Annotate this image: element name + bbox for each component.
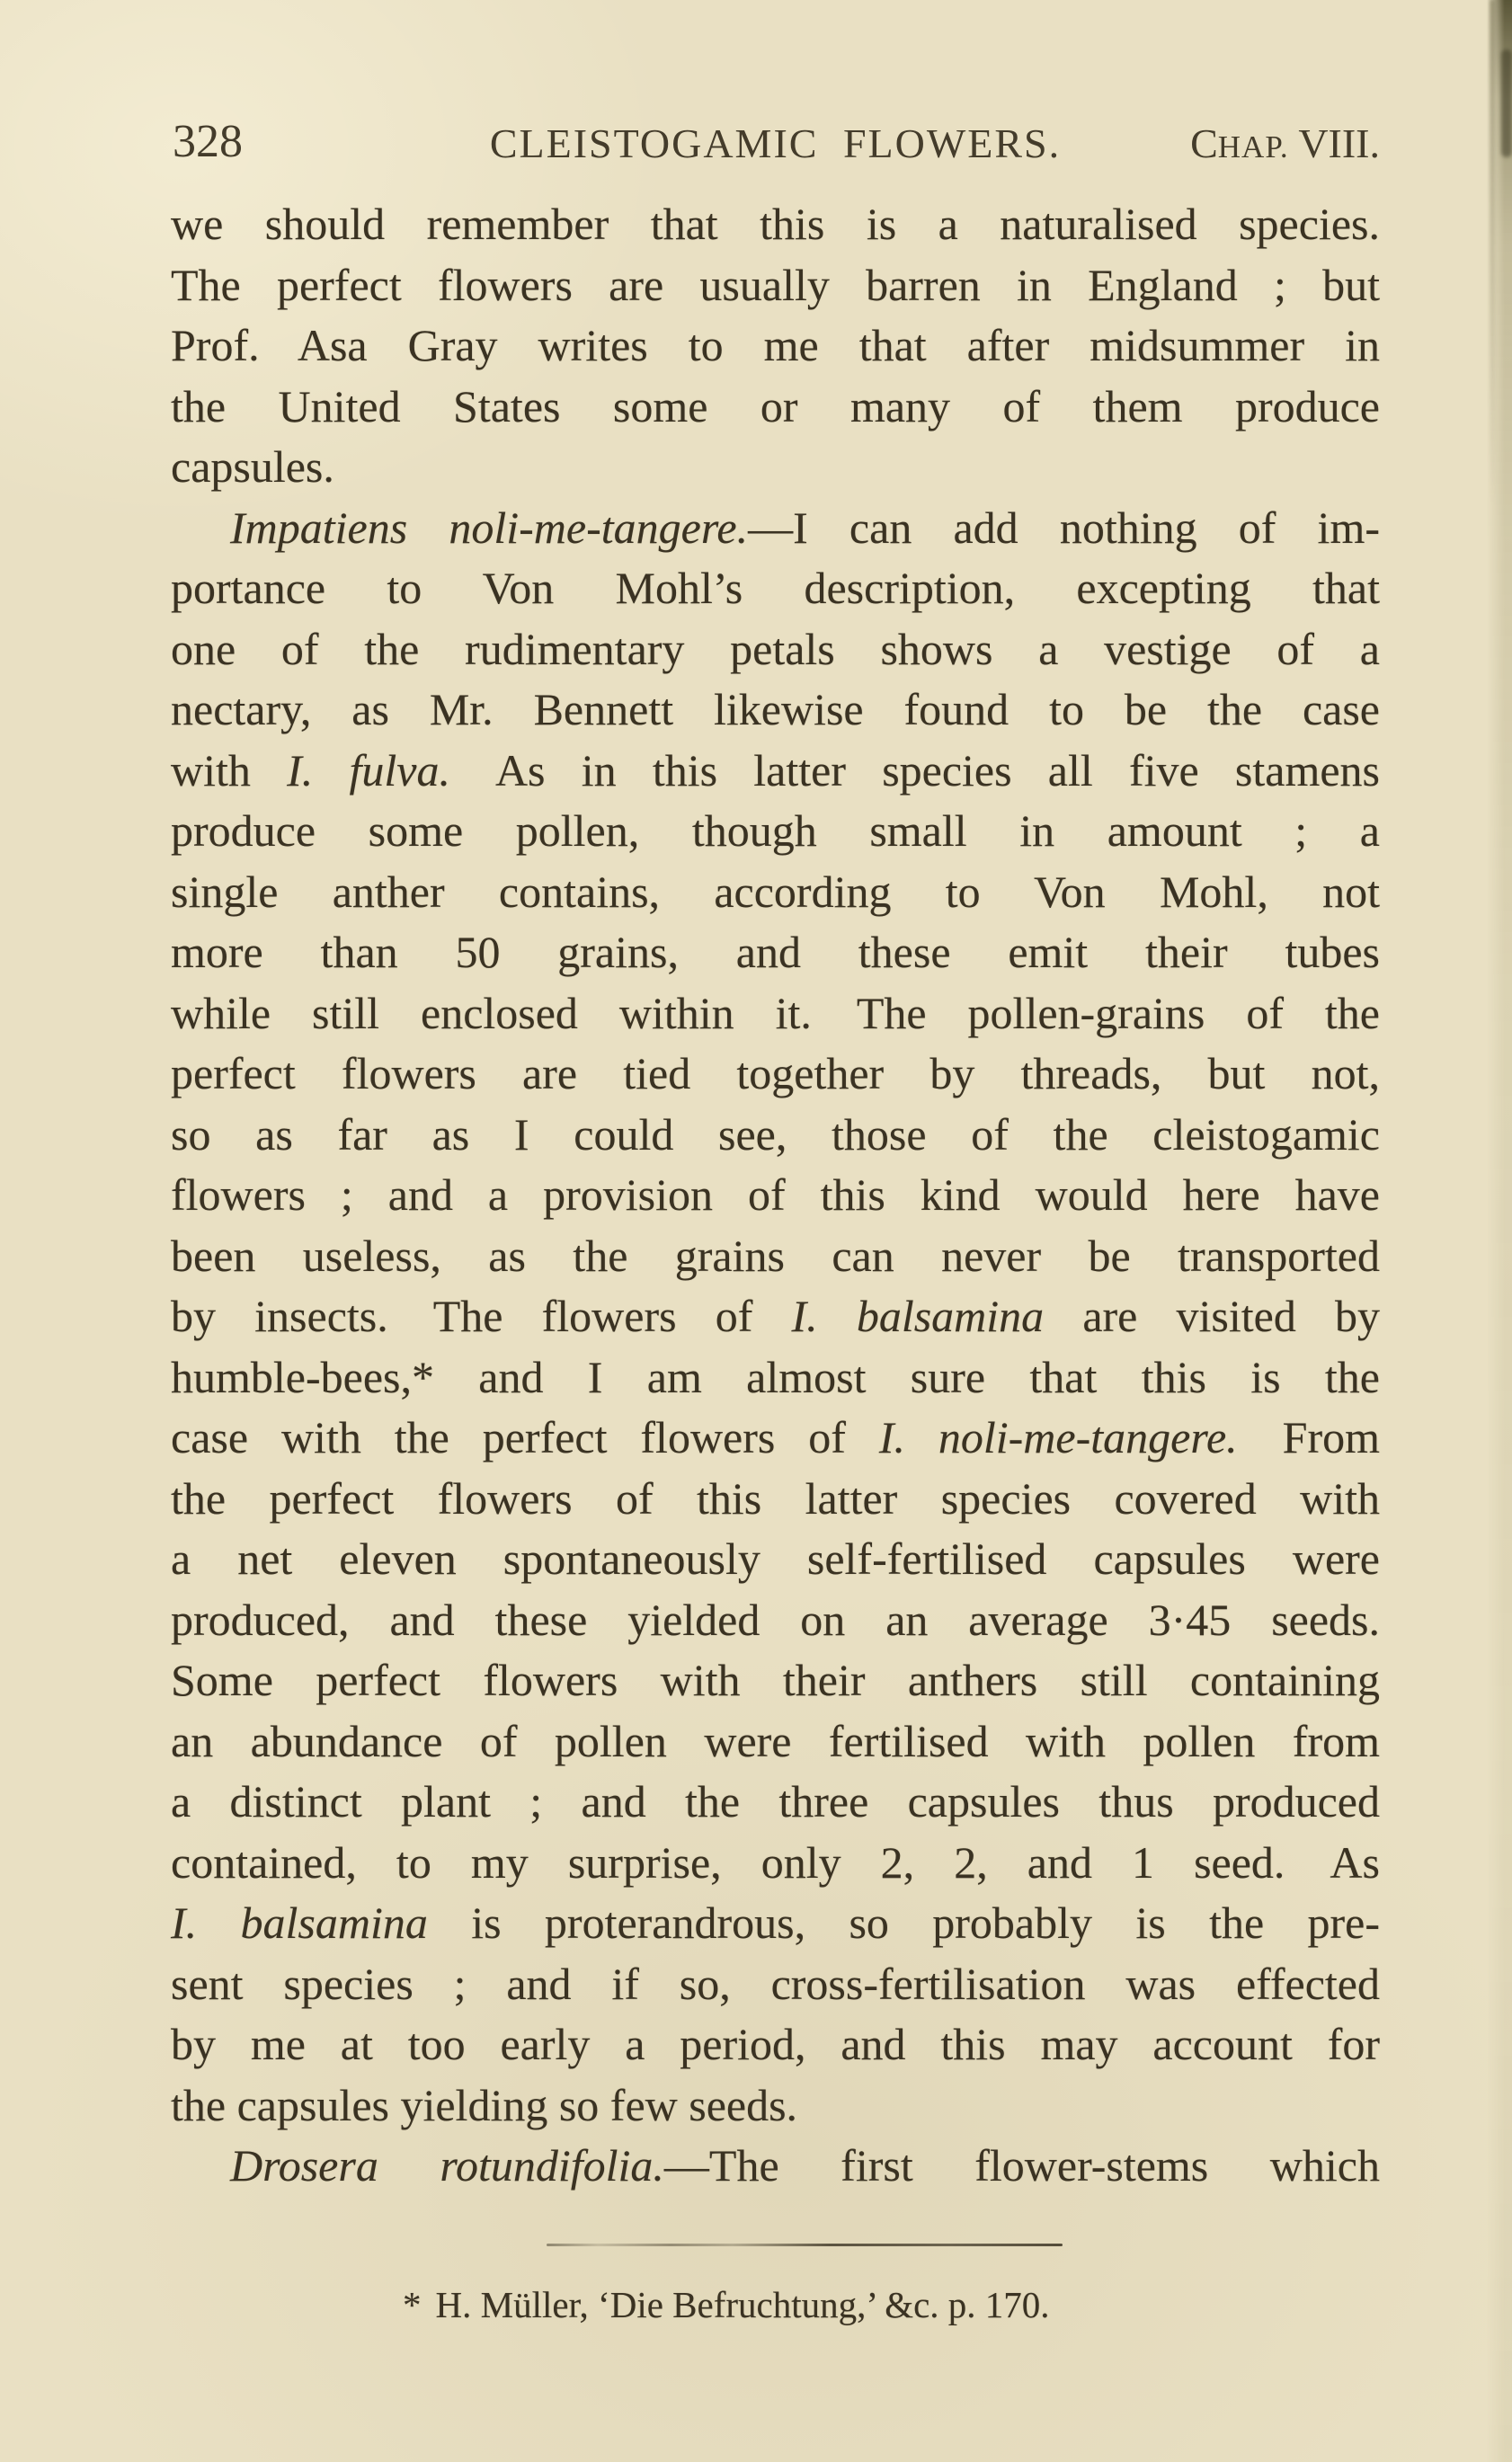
text-segment: contained, to my surprise, only 2, 2, and 1 seed. As <box>171 1836 1380 1888</box>
text-line <box>171 1286 1380 1347</box>
text-segment: with <box>171 744 288 795</box>
text-segment: are visited by <box>1044 1291 1380 1341</box>
text-line <box>171 619 1380 680</box>
species-name-italic: I. balsamina <box>171 1898 428 1948</box>
text-segment: From <box>1237 1412 1380 1462</box>
text-segment: the perfect flowers of this latter species covered with <box>171 1472 1380 1524</box>
text-segment: The perfect flowers are usually barren in England ; but <box>171 259 1380 310</box>
text-line <box>171 2014 1380 2075</box>
text-line <box>171 862 1380 923</box>
text-line <box>171 1650 1380 1711</box>
text-segment: while still enclosed within it. The pollen-grains of the <box>171 987 1380 1038</box>
text-line <box>171 194 1380 255</box>
text-line <box>171 922 1380 983</box>
text-line <box>171 1165 1380 1226</box>
text-line <box>171 983 1380 1044</box>
text-segment: one of the rudimentary petals shows a vestige of a <box>171 623 1380 674</box>
chapter-lead: C <box>1190 120 1218 166</box>
chapter-heading <box>1190 120 1380 167</box>
chapter-numeral: VIII. <box>1288 120 1380 166</box>
text-line <box>171 1408 1380 1469</box>
text-line <box>171 741 1380 802</box>
text-segment: nectary, as Mr. Bennett likewise found to be the case <box>171 684 1380 734</box>
text-segment: an abundance of pollen were fertilised with pollen from <box>171 1715 1380 1766</box>
page-corner-shadow <box>1501 49 1512 157</box>
text-line <box>171 2075 1380 2137</box>
text-segment: As in this latter species all five stamens <box>449 744 1380 795</box>
text-line <box>171 1529 1380 1590</box>
text-line <box>171 255 1380 316</box>
text-segment: humble-bees,* and I am almost sure that this is the <box>171 1351 1380 1402</box>
page-number: 328 <box>173 116 243 167</box>
text-segment: flowers ; and a provision of this kind would here have <box>171 1169 1380 1220</box>
text-segment: perfect flowers are tied together by threads, but not, <box>171 1048 1380 1098</box>
species-name-italic: Impatiens noli-me-tangere. <box>230 502 749 553</box>
species-name-italic: I. noli-me-tangere. <box>878 1412 1238 1462</box>
text-segment: so as far as I could see, those of the cleistogamic <box>171 1108 1380 1160</box>
text-segment: case with the perfect flowers of <box>171 1412 879 1462</box>
text-line <box>171 1893 1380 1954</box>
text-line <box>171 1469 1380 1530</box>
text-line <box>171 558 1380 619</box>
text-segment: the capsules yielding so few seeds. <box>171 2079 798 2130</box>
text-segment: —I can add nothing of im- <box>748 502 1380 553</box>
text-line <box>171 1954 1380 2015</box>
text-line <box>171 377 1380 438</box>
text-line <box>171 680 1380 741</box>
footnote-separator <box>547 2244 1063 2246</box>
body-text <box>171 194 1380 2197</box>
text-segment: been useless, as the grains can never be transported <box>171 1230 1380 1281</box>
text-segment: is proterandrous, so probably is the pre- <box>427 1898 1381 1948</box>
text-segment: capsules. <box>171 441 334 492</box>
footnote-marker: * <box>403 2284 422 2325</box>
text-segment: by insects. The flowers of <box>171 1291 792 1341</box>
species-name-italic: I. fulva. <box>287 744 450 795</box>
text-line <box>171 1044 1380 1105</box>
chapter-smallcaps: HAP. <box>1217 129 1289 164</box>
text-segment: a distinct plant ; and the three capsules thus produced <box>171 1776 1380 1827</box>
text-segment: produced, and these yielded on an average 3·45 seeds. <box>171 1594 1380 1645</box>
footnote-text: H. Müller, ‘Die Befruchtung,’ &c. p. 170. <box>435 2284 1050 2325</box>
text-line <box>171 1772 1380 1833</box>
text-line <box>171 498 1380 559</box>
text-line <box>171 801 1380 862</box>
text-segment: Prof. Asa Gray writes to me that after midsummer in <box>171 320 1380 370</box>
text-line <box>171 1347 1380 1409</box>
text-segment: single anther contains, according to Von Mohl, not <box>171 866 1380 917</box>
text-line <box>171 1711 1380 1773</box>
text-segment: sent species ; and if so, cross-fertilisation was effected <box>171 1958 1380 2009</box>
footnote <box>171 2283 1380 2326</box>
text-segment: we should remember that this is a naturalised species. <box>171 199 1380 249</box>
text-line <box>171 2136 1380 2197</box>
page-header <box>171 0 1380 198</box>
text-line <box>171 1590 1380 1651</box>
text-segment: Some perfect flowers with their anthers still containing <box>171 1655 1380 1705</box>
text-segment: the United States some or many of them produce <box>171 380 1380 431</box>
page-gutter-line <box>1490 0 1494 503</box>
text-line <box>171 1226 1380 1287</box>
species-name-italic: Drosera rotundifolia. <box>230 2140 664 2191</box>
text-line <box>171 316 1380 377</box>
text-line <box>171 1833 1380 1894</box>
text-line <box>171 1105 1380 1166</box>
running-head: CLEISTOGAMIC FLOWERS. <box>489 120 1062 166</box>
text-segment: portance to Von Mohl’s description, excepting that <box>171 563 1380 613</box>
species-name-italic: I. balsamina <box>791 1291 1045 1341</box>
text-segment: produce some pollen, though small in amount ; a <box>171 805 1380 856</box>
text-segment: by me at too early a period, and this may account for <box>171 2019 1380 2069</box>
text-segment: —The first flower-stems which <box>663 2140 1380 2191</box>
text-segment: a net eleven spontaneously self-fertilised capsules were <box>171 1533 1380 1584</box>
text-segment: more than 50 grains, and these emit their tubes <box>171 927 1380 977</box>
text-line <box>171 437 1380 498</box>
